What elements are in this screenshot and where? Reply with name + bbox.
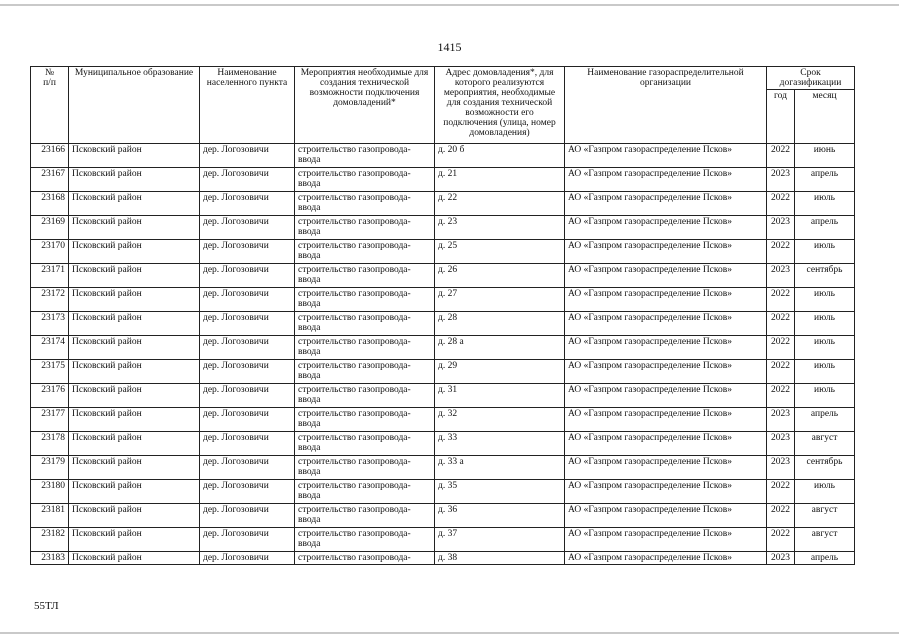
header-month: месяц: [795, 90, 855, 144]
table-body: [31, 144, 855, 565]
row-number: 23166: [31, 144, 69, 168]
row-year: 2023: [767, 432, 795, 456]
row-year: 2022: [767, 528, 795, 552]
row-year: 2022: [767, 336, 795, 360]
row-measures: строительство газопровода-ввода: [295, 240, 435, 264]
row-month: август: [795, 528, 855, 552]
table-row: [31, 168, 855, 192]
row-number: 23173: [31, 312, 69, 336]
table-row: [31, 216, 855, 240]
row-measures: строительство газопровода-ввода: [295, 192, 435, 216]
row-address: д. 23: [435, 216, 565, 240]
row-municipality: Псковский район: [69, 360, 200, 384]
row-address: д. 29: [435, 360, 565, 384]
row-municipality: Псковский район: [69, 264, 200, 288]
row-address: д. 22: [435, 192, 565, 216]
row-organization: АО «Газпром газораспределение Псков»: [565, 144, 767, 168]
table-row: [31, 240, 855, 264]
row-municipality: Псковский район: [69, 312, 200, 336]
table-row: [31, 528, 855, 552]
row-organization: АО «Газпром газораспределение Псков»: [565, 288, 767, 312]
row-settlement: дер. Логозовичи: [200, 336, 295, 360]
row-month: июль: [795, 240, 855, 264]
row-address: д. 33: [435, 432, 565, 456]
row-municipality: Псковский район: [69, 168, 200, 192]
row-month: апрель: [795, 216, 855, 240]
row-municipality: Псковский район: [69, 456, 200, 480]
scan-edge-bottom: [0, 632, 899, 634]
row-year: 2023: [767, 168, 795, 192]
row-month: июль: [795, 192, 855, 216]
row-organization: АО «Газпром газораспределение Псков»: [565, 384, 767, 408]
row-settlement: дер. Логозовичи: [200, 480, 295, 504]
row-number: 23167: [31, 168, 69, 192]
row-municipality: Псковский район: [69, 528, 200, 552]
row-settlement: дер. Логозовичи: [200, 528, 295, 552]
row-address: д. 25: [435, 240, 565, 264]
row-year: 2023: [767, 216, 795, 240]
row-organization: АО «Газпром газораспределение Псков»: [565, 408, 767, 432]
row-number: 23171: [31, 264, 69, 288]
row-municipality: Псковский район: [69, 408, 200, 432]
row-settlement: дер. Логозовичи: [200, 456, 295, 480]
header-term: Срок догазификации: [767, 67, 855, 90]
row-month: июнь: [795, 144, 855, 168]
row-year: 2022: [767, 240, 795, 264]
row-organization: АО «Газпром газораспределение Псков»: [565, 528, 767, 552]
row-organization: АО «Газпром газораспределение Псков»: [565, 432, 767, 456]
row-address: д. 28: [435, 312, 565, 336]
row-address: д. 31: [435, 384, 565, 408]
row-measures: строительство газопровода-ввода: [295, 336, 435, 360]
row-month: июль: [795, 360, 855, 384]
row-measures: строительство газопровода-ввода: [295, 408, 435, 432]
header-measures: Мероприятия необходимые для создания технической возможности подключения домовладений*: [295, 67, 435, 144]
row-month: июль: [795, 384, 855, 408]
row-organization: АО «Газпром газораспределение Псков»: [565, 240, 767, 264]
row-year: 2023: [767, 408, 795, 432]
table-row: [31, 408, 855, 432]
row-number: 23174: [31, 336, 69, 360]
table-row: [31, 264, 855, 288]
footer-code: 55ТЛ: [34, 600, 59, 612]
row-organization: АО «Газпром газораспределение Псков»: [565, 504, 767, 528]
row-number: 23168: [31, 192, 69, 216]
row-address: д. 27: [435, 288, 565, 312]
row-settlement: дер. Логозовичи: [200, 264, 295, 288]
row-year: 2022: [767, 360, 795, 384]
row-month: апрель: [795, 168, 855, 192]
table-row: [31, 504, 855, 528]
row-number: 23170: [31, 240, 69, 264]
row-address: д. 21: [435, 168, 565, 192]
row-measures: строительство газопровода-ввода: [295, 168, 435, 192]
row-number: 23176: [31, 384, 69, 408]
row-year: 2022: [767, 504, 795, 528]
table-row: [31, 144, 855, 168]
header-municipality: Муниципальное образование: [69, 67, 200, 144]
row-measures: строительство газопровода-ввода: [295, 456, 435, 480]
row-municipality: Псковский район: [69, 336, 200, 360]
row-measures: строительство газопровода-ввода: [295, 432, 435, 456]
row-address: д. 33 а: [435, 456, 565, 480]
header-organization: Наименование газораспределительной организации: [565, 67, 767, 144]
row-month: сентябрь: [795, 456, 855, 480]
row-year: 2022: [767, 384, 795, 408]
row-month: июль: [795, 336, 855, 360]
row-address: д. 38: [435, 552, 565, 565]
row-organization: АО «Газпром газораспределение Псков»: [565, 480, 767, 504]
row-month: июль: [795, 312, 855, 336]
row-number: 23179: [31, 456, 69, 480]
row-year: 2022: [767, 480, 795, 504]
row-year: 2022: [767, 192, 795, 216]
table-row: [31, 336, 855, 360]
table-row: [31, 192, 855, 216]
row-municipality: Псковский район: [69, 192, 200, 216]
row-measures: строительство газопровода-ввода: [295, 216, 435, 240]
row-organization: АО «Газпром газораспределение Псков»: [565, 192, 767, 216]
row-municipality: Псковский район: [69, 504, 200, 528]
row-measures: строительство газопровода-ввода: [295, 144, 435, 168]
row-month: август: [795, 504, 855, 528]
row-measures: строительство газопровода-ввода: [295, 360, 435, 384]
row-address: д. 35: [435, 480, 565, 504]
row-municipality: Псковский район: [69, 144, 200, 168]
row-number: 23181: [31, 504, 69, 528]
table-row: [31, 552, 855, 565]
row-settlement: дер. Логозовичи: [200, 504, 295, 528]
row-measures: строительство газопровода-: [295, 552, 435, 565]
row-settlement: дер. Логозовичи: [200, 312, 295, 336]
table-row: [31, 480, 855, 504]
row-organization: АО «Газпром газораспределение Псков»: [565, 552, 767, 565]
row-month: июль: [795, 480, 855, 504]
row-municipality: Псковский район: [69, 288, 200, 312]
row-measures: строительство газопровода-ввода: [295, 504, 435, 528]
row-organization: АО «Газпром газораспределение Псков»: [565, 264, 767, 288]
row-number: 23178: [31, 432, 69, 456]
row-number: 23177: [31, 408, 69, 432]
row-measures: строительство газопровода-ввода: [295, 528, 435, 552]
row-year: 2022: [767, 312, 795, 336]
page-number: 1415: [437, 40, 462, 54]
row-month: апрель: [795, 552, 855, 565]
row-month: апрель: [795, 408, 855, 432]
row-measures: строительство газопровода-ввода: [295, 264, 435, 288]
row-municipality: Псковский район: [69, 384, 200, 408]
row-settlement: дер. Логозовичи: [200, 240, 295, 264]
header-address: Адрес домовладения*, для которого реализуются мероприятия, необходимые для создания технической возможности его подключения (улица, номер домовладения): [435, 67, 565, 144]
row-municipality: Псковский район: [69, 240, 200, 264]
table-row: [31, 456, 855, 480]
table-row: [31, 384, 855, 408]
row-month: сентябрь: [795, 264, 855, 288]
row-municipality: Псковский район: [69, 432, 200, 456]
row-address: д. 26: [435, 264, 565, 288]
row-settlement: дер. Логозовичи: [200, 192, 295, 216]
table-row: [31, 312, 855, 336]
row-settlement: дер. Логозовичи: [200, 144, 295, 168]
table-row: [31, 360, 855, 384]
row-settlement: дер. Логозовичи: [200, 360, 295, 384]
row-organization: АО «Газпром газораспределение Псков»: [565, 456, 767, 480]
table-row: [31, 288, 855, 312]
row-organization: АО «Газпром газораспределение Псков»: [565, 312, 767, 336]
header-settlement: Наименование населенного пункта: [200, 67, 295, 144]
row-year: 2022: [767, 144, 795, 168]
row-address: д. 20 б: [435, 144, 565, 168]
scan-edge-top: [0, 4, 899, 6]
row-settlement: дер. Логозовичи: [200, 552, 295, 565]
row-address: д. 28 а: [435, 336, 565, 360]
row-settlement: дер. Логозовичи: [200, 384, 295, 408]
row-year: 2023: [767, 552, 795, 565]
row-organization: АО «Газпром газораспределение Псков»: [565, 168, 767, 192]
row-address: д. 32: [435, 408, 565, 432]
row-number: 23182: [31, 528, 69, 552]
row-measures: строительство газопровода-ввода: [295, 384, 435, 408]
row-settlement: дер. Логозовичи: [200, 168, 295, 192]
row-number: 23169: [31, 216, 69, 240]
row-year: 2023: [767, 456, 795, 480]
row-measures: строительство газопровода-ввода: [295, 480, 435, 504]
row-settlement: дер. Логозовичи: [200, 408, 295, 432]
row-number: 23180: [31, 480, 69, 504]
row-settlement: дер. Логозовичи: [200, 288, 295, 312]
row-municipality: Псковский район: [69, 552, 200, 565]
row-organization: АО «Газпром газораспределение Псков»: [565, 216, 767, 240]
row-number: 23183: [31, 552, 69, 565]
gasification-table: [30, 66, 855, 565]
row-municipality: Псковский район: [69, 216, 200, 240]
row-organization: АО «Газпром газораспределение Псков»: [565, 360, 767, 384]
row-measures: строительство газопровода-ввода: [295, 312, 435, 336]
table-header: [31, 67, 855, 144]
table-row: [31, 432, 855, 456]
row-year: 2023: [767, 264, 795, 288]
row-organization: АО «Газпром газораспределение Псков»: [565, 336, 767, 360]
row-settlement: дер. Логозовичи: [200, 216, 295, 240]
row-municipality: Псковский район: [69, 480, 200, 504]
row-settlement: дер. Логозовичи: [200, 432, 295, 456]
row-month: июль: [795, 288, 855, 312]
row-number: 23172: [31, 288, 69, 312]
row-address: д. 37: [435, 528, 565, 552]
row-address: д. 36: [435, 504, 565, 528]
header-year: год: [767, 90, 795, 144]
header-num: № п/п: [31, 67, 69, 144]
row-number: 23175: [31, 360, 69, 384]
row-measures: строительство газопровода-ввода: [295, 288, 435, 312]
row-year: 2022: [767, 288, 795, 312]
row-month: август: [795, 432, 855, 456]
